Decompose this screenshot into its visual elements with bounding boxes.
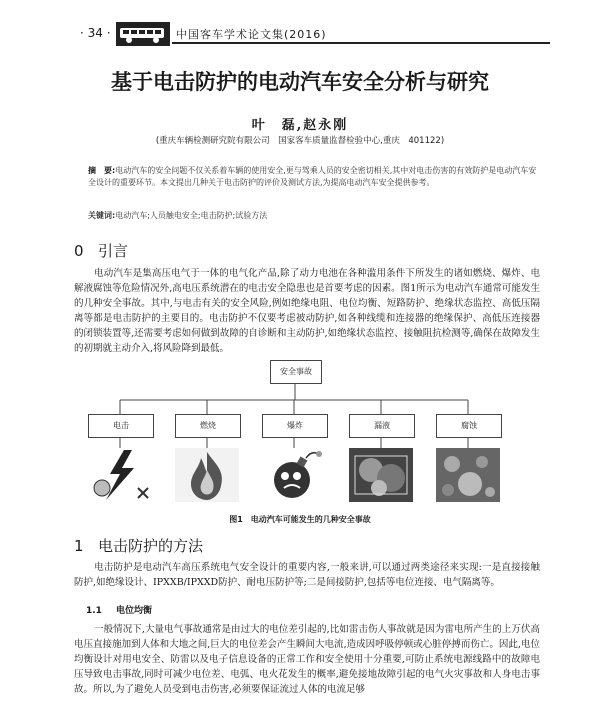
- figure-caption: 图1 电动汽车可能发生的几种安全事故: [229, 515, 371, 524]
- section-heading-1: [74, 535, 203, 556]
- figure-root-box: 安全事故: [270, 360, 322, 384]
- authors: 叶 磊,赵永刚: [251, 118, 349, 133]
- keywords-label: 关键词:: [88, 211, 116, 220]
- section-title: 引言: [98, 242, 129, 260]
- lightning-shock-illustration: [88, 448, 152, 502]
- corrosion-illustration: [436, 448, 500, 502]
- section-title: 电击防护的方法: [98, 537, 204, 555]
- section-number: 0: [74, 242, 84, 260]
- potential-equalization-text: 一般情况下,大量电气事故通常是由过大的电位差引起的,比如雷击伤人事故就是因为雷电所产生的上万伏高电压直接施加到人体和大地之间,巨大的电位差会产生瞬间大电流,造成因呼吸停顿或心脏停搏而伤亡。因此,电位均衡设计对用电安全、防雷以及电子信息设备的正常工作和安全使用十分重要,可防止系统电源线路中的故障电压导致电击事故,同时可减少电位差、电弧、电火花发生的概率,避免接地故障引起的电气火灾事故和人身电击事故。所以,为了避免人员受到电击伤害,必须要保证流过人体的电流足够: [74, 624, 540, 695]
- section-heading-0: [74, 240, 128, 261]
- page-number: · 34 ·: [80, 26, 111, 40]
- section1-paragraph: [74, 560, 540, 590]
- bus-logo-icon: [116, 22, 170, 46]
- figure-box-burning: 燃烧: [175, 414, 241, 438]
- fire-illustration: [175, 448, 239, 502]
- figure-box-electric-shock: 电击: [88, 414, 154, 438]
- figure-box-explosion: 爆炸: [262, 414, 328, 438]
- figure-1: [70, 356, 540, 506]
- running-header: [80, 20, 550, 48]
- leakage-illustration: [349, 448, 413, 502]
- subsection-title: 电位均衡: [115, 606, 152, 616]
- abstract-text: 电动汽车的安全问题不仅关系着车辆的使用安全,更与驾乘人员的安全密切相关,其中对电击伤害的有效防护是电动汽车安全设计的重要环节。本文提出几种关于电击防护的评价及测试方法,为提高电动汽车安全提供参考。: [88, 166, 537, 187]
- subsection-number: 1.1: [86, 606, 102, 616]
- potential-equalization-paragraph: [74, 622, 540, 697]
- keywords: [88, 210, 538, 221]
- abstract-label: 摘 要:: [88, 166, 116, 175]
- intro-paragraph: [74, 266, 540, 356]
- figure-box-corrosion: 腐蚀: [436, 414, 502, 438]
- paper-title: 基于电击防护的电动汽车安全分析与研究: [111, 70, 489, 94]
- section1-text: 电击防护是电动汽车高压系统电气安全设计的重要内容,一般来讲,可以通过两类途径来实现:一是直接接触防护,如绝缘设计、IPXXB/IPXXD防护、耐电压防护等;二是间接防护,包括等电位连接、电气隔离等。: [74, 562, 540, 588]
- intro-text: 电动汽车是集高压电气于一体的电气化产品,除了动力电池在各种滥用条件下所发生的诸如燃烧、爆炸、电解液腐蚀等危险情况外,高电压系统潜在的电击安全隐患也是首要考虑的因素。图1所示为电动汽车通常可能发生的几种安全事故。其中,与电击有关的安全风险,例如绝缘电阻、电位均衡、短路防护、绝缘状态监控、高低压隔离等都是电击防护的主要目的。电击防护不仅要考虑被动防护,如各种线缆和连接器的绝缘保护、高低压连接器的闭锁装置等,还需要考虑如何做到故障的自诊断和主动防护,如绝缘状态监控、接触阻抗检测等,确保在故障发生的初期就主动介入,将风险降到最低。: [74, 268, 540, 354]
- subsection-heading: [86, 603, 152, 616]
- journal-title: 中国客车学术论文集(2016): [176, 28, 327, 41]
- affiliation: (重庆车辆检测研究院有限公司 国家客车质量监督检验中心,重庆 401122): [155, 136, 445, 146]
- keywords-text: 电动汽车;人员触电安全;电击防护;试验方法: [115, 211, 268, 220]
- header-rule: [172, 42, 550, 44]
- bomb-illustration: [262, 448, 326, 502]
- section-number: 1: [74, 537, 84, 555]
- figure-box-leakage: 漏液: [349, 414, 415, 438]
- abstract: [88, 165, 538, 189]
